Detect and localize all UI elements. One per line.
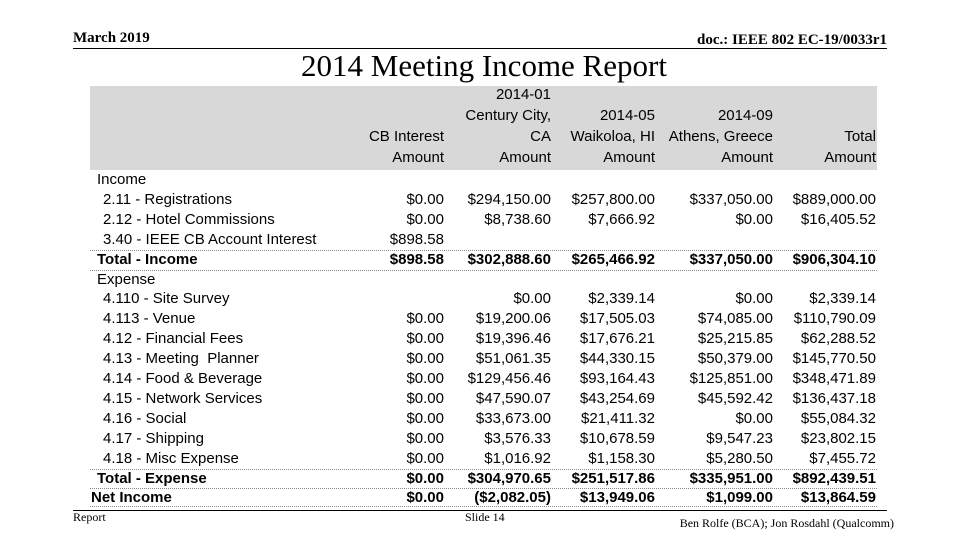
row-label: 3.40 - IEEE CB Account Interest [103,230,317,248]
row-label: 4.14 - Food & Beverage [103,370,263,387]
total-separator [90,469,877,470]
row-value: $0.00 [406,409,444,427]
row-value: $2,339.14 [809,290,876,308]
column-header-line: Century City, [465,107,551,124]
row-value: ($2,082.05) [474,489,551,507]
row-value: $7,666.92 [588,210,655,228]
row-value: $251,517.86 [571,469,655,487]
row-label: Total - Expense [97,469,207,487]
row-value: $19,396.46 [475,330,551,348]
row-value: $13,864.59 [800,489,876,507]
row-value: $0.00 [406,469,444,487]
footer-slide-number: Slide 14 [465,510,505,524]
column-header-line: CB Interest [368,128,444,145]
row-label: 4.13 - Meeting Planner [103,350,259,368]
row-value: $1,016.92 [484,449,551,467]
row-value: $348,471.89 [792,370,876,387]
row-label: 4.15 - Network Services [103,389,263,407]
row-value: $145,770.50 [792,350,876,368]
column-header-line: 2014-05 [599,107,655,124]
row-value: $0.00 [513,290,551,308]
row-value: $0.00 [735,210,773,228]
row-value: $294,150.00 [467,190,551,208]
row-label: 2.12 - Hotel Commissions [103,210,275,228]
row-value: $906,304.10 [792,250,876,268]
header-doc-id: doc.: IEEE 802 EC-19/0033r1 [696,32,887,48]
row-value: $0.00 [406,449,444,467]
row-value: $898.58 [389,250,444,268]
row-value: $0.00 [406,350,444,368]
row-value: $0.00 [406,310,444,328]
column-header-line: Athens, Greece [668,128,773,145]
row-value: $25,215.85 [697,330,773,348]
row-value: $0.00 [406,389,444,407]
row-value: $257,800.00 [571,190,655,208]
row-value: $1,099.00 [706,489,773,507]
row-value: $3,576.33 [484,429,551,447]
row-value: $0.00 [406,190,444,208]
row-label: Income [97,171,147,188]
row-value: $0.00 [406,210,444,228]
row-value: $7,455.72 [809,449,876,467]
column-header-line: 2014-01 [495,86,551,103]
row-value: $265,466.92 [571,250,655,268]
column-header-line: Amount [721,149,773,166]
footer-left: Report [73,510,106,524]
row-label: 2.11 - Registrations [103,190,232,208]
row-value: $9,547.23 [706,429,773,447]
column-header-line: Amount [603,149,655,166]
table-bottom-line [90,506,877,507]
column-header-line: Amount [392,149,444,166]
row-value: $21,411.32 [581,409,655,427]
row-value: $8,738.60 [484,210,551,228]
row-value: $16,405.52 [800,210,876,228]
row-value: $10,678.59 [579,429,655,447]
column-header-line: Amount [824,149,876,166]
row-label: 4.17 - Shipping [103,429,204,447]
row-value: $0.00 [735,290,773,308]
row-value: $125,851.00 [689,370,773,387]
row-value: $1,158.30 [588,449,655,467]
row-value: $13,949.06 [579,489,655,507]
column-header-line: CA [530,128,551,145]
footer-authors: Ben Rolfe (BCA); Jon Rosdahl (Qualcomm) [679,516,894,530]
row-value: $55,084.32 [800,409,876,427]
row-value: $44,330.15 [579,350,655,368]
row-value: $335,951.00 [689,469,773,487]
column-header-line: Total [844,128,876,145]
row-value: $0.00 [406,489,444,507]
row-value: $47,590.07 [475,389,551,407]
row-value: $51,061.35 [475,350,551,368]
row-value: $45,592.42 [697,389,773,407]
column-header-line: 2014-09 [717,107,773,124]
column-header-line: Waikoloa, HI [570,128,655,145]
total-separator [90,250,877,251]
row-label: 4.113 - Venue [103,310,196,328]
row-value: $19,200.06 [475,310,551,328]
row-value: $898.58 [389,230,444,248]
row-value: $50,379.00 [697,350,773,368]
row-value: $337,050.00 [689,190,773,208]
row-value: $302,888.60 [467,250,551,268]
row-value: $892,439.51 [792,469,876,487]
row-value: $33,673.00 [475,409,551,427]
row-label: Expense [97,270,156,288]
row-value: $304,970.65 [467,469,551,487]
row-label: 4.110 - Site Survey [103,290,230,308]
row-value: $129,456.46 [467,370,551,387]
row-value: $136,437.18 [792,389,876,407]
column-header-line: Amount [499,149,551,166]
row-value: $17,676.21 [579,330,655,348]
row-value: $93,164.43 [579,370,655,387]
row-value: $74,085.00 [697,310,773,328]
row-value: $110,790.09 [793,310,876,328]
row-value: $2,339.14 [588,290,655,308]
row-label: 4.18 - Misc Expense [103,449,239,467]
row-label: 4.12 - Financial Fees [103,330,244,348]
page-title [0,48,960,84]
row-value: $0.00 [406,429,444,447]
row-label: Total - Income [97,250,198,268]
row-value: $0.00 [406,370,444,387]
row-value: $0.00 [406,330,444,348]
row-value: $0.00 [735,409,773,427]
row-label: Net Income [91,489,172,507]
row-value: $23,802.15 [800,429,876,447]
row-label: 4.16 - Social [103,409,187,427]
row-value: $43,254.69 [579,389,655,407]
row-value: $5,280.50 [706,449,773,467]
page-title-text: 2014 Meeting Income Report [301,48,667,83]
row-value: $62,288.52 [800,330,876,348]
total-separator [90,270,877,271]
row-value: $889,000.00 [792,190,876,208]
header-date: March 2019 [73,30,150,46]
row-value: $17,505.03 [579,310,655,328]
row-value: $337,050.00 [689,250,773,268]
